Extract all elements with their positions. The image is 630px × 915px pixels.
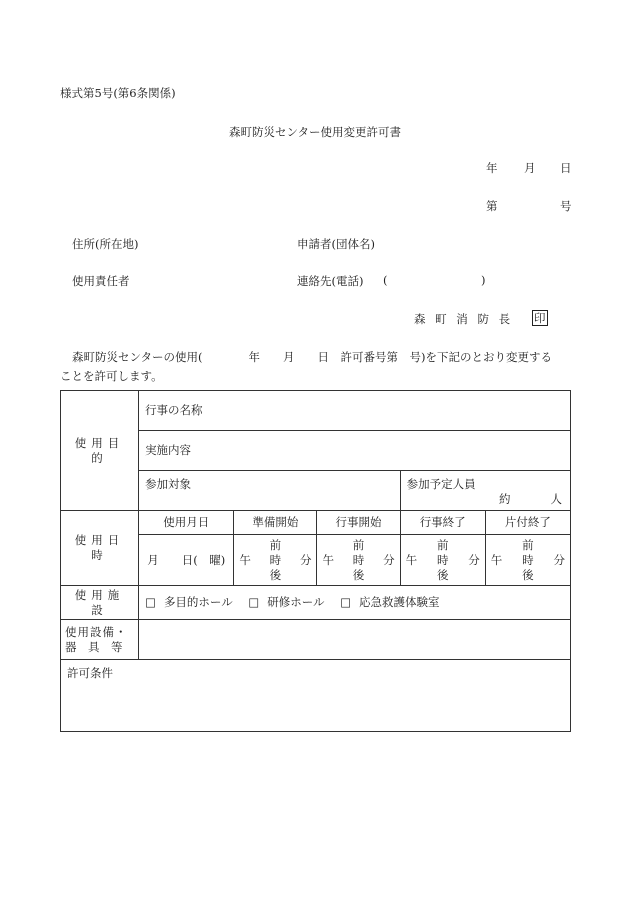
am-mark: 前: [436, 537, 449, 552]
contact-paren-close: ): [481, 273, 486, 287]
facility-3-checkbox[interactable]: □: [340, 595, 352, 609]
manager-label: 使用責任者: [72, 274, 130, 288]
facility-label: 使用施設: [74, 587, 125, 617]
equipment-label-cell: [61, 620, 139, 660]
am-mark: 前: [269, 537, 282, 552]
prep-start-time[interactable]: [234, 535, 317, 586]
time-row: [489, 553, 567, 568]
date-value-cell[interactable]: [139, 535, 234, 586]
date-day: 日: [560, 161, 572, 175]
equipment-label-line1: 使用設備・: [65, 624, 128, 639]
event-start-time[interactable]: [317, 535, 400, 586]
col-prep-start: 準備開始: [234, 511, 317, 535]
permit-table: [60, 390, 571, 732]
pm-mark: 後: [269, 567, 282, 582]
facility-label-cell: [61, 586, 139, 620]
facility-1-checkbox[interactable]: □: [145, 595, 156, 609]
body-text-line1: 森町防災センターの使用( 年 月 日 許可番号第 号)を下記のとおり変更する: [72, 350, 553, 364]
noon-mark: 午: [490, 552, 503, 567]
applicant-label: 申請者(団体名): [297, 237, 375, 251]
minute-mark: 分: [468, 552, 480, 567]
people-text: 人: [550, 492, 562, 506]
datetime-label-cell: [61, 511, 139, 586]
equipment-cell[interactable]: [139, 620, 571, 660]
event-name-label: 行事の名称: [145, 403, 203, 417]
equipment-label-line2: 器 具 等: [65, 639, 123, 654]
contact-paren-open: (: [383, 273, 388, 287]
contact-label: 連絡先(電話): [297, 274, 364, 288]
noon-mark: 午: [322, 552, 334, 567]
date-value: 月 日( 曜): [147, 552, 226, 567]
purpose-label-cell: [61, 391, 139, 511]
cleanup-end-time[interactable]: [485, 535, 570, 586]
minute-mark: 分: [299, 552, 312, 567]
expected-count-value: [407, 492, 564, 507]
pm-mark: 後: [352, 567, 365, 582]
expected-count-cell[interactable]: [400, 471, 570, 511]
minute-mark: 分: [383, 552, 395, 567]
event-name-cell[interactable]: [139, 391, 571, 431]
time-row: [404, 553, 482, 568]
body-text-line2: ことを許可します。: [60, 369, 163, 383]
noon-mark: 午: [405, 552, 418, 567]
number-go: 号: [560, 199, 572, 213]
approx-text: 約: [499, 492, 511, 506]
expected-count-label: 参加予定人員: [406, 477, 476, 491]
participants-label: 参加対象: [145, 477, 192, 491]
time-row: [320, 553, 396, 568]
col-event-start: 行事開始: [317, 511, 400, 535]
seal-text: 印: [534, 311, 546, 325]
pm-mark: 後: [522, 567, 534, 582]
noon-mark: 午: [239, 552, 251, 567]
col-event-end: 行事終了: [400, 511, 485, 535]
facility-1-label: 多目的ホール: [163, 595, 233, 609]
date-year: 年: [486, 161, 498, 175]
document-title: 森町防災センター使用変更許可書: [229, 125, 402, 139]
event-end-time[interactable]: [400, 535, 485, 586]
hour-mark: 時: [522, 552, 534, 567]
conditions-cell[interactable]: [61, 660, 571, 732]
details-cell[interactable]: [139, 431, 571, 471]
purpose-label: 使用目的: [74, 435, 125, 465]
col-date: 使用月日: [139, 511, 234, 535]
col-cleanup-end: 片付終了: [485, 511, 570, 535]
issuer-name: 森 町 消 防 長: [414, 312, 511, 326]
form-number: 様式第5号(第6条関係): [60, 86, 176, 100]
seal-mark: [532, 310, 548, 326]
am-mark: 前: [352, 537, 365, 552]
facility-3-label: 応急救護体験室: [359, 595, 440, 609]
address-label: 住所(所在地): [72, 237, 139, 251]
hour-mark: 時: [436, 552, 449, 567]
number-dai: 第: [486, 199, 498, 213]
facility-2-label: 研修ホール: [267, 595, 325, 609]
hour-mark: 時: [269, 552, 282, 567]
facility-2-checkbox[interactable]: □: [248, 595, 260, 609]
participants-cell[interactable]: [139, 471, 401, 511]
datetime-label: 使用日時: [74, 533, 125, 562]
conditions-label: 許可条件: [67, 666, 113, 680]
minute-mark: 分: [553, 552, 565, 567]
pm-mark: 後: [436, 567, 449, 582]
hour-mark: 時: [352, 552, 365, 567]
facility-options: [139, 586, 571, 620]
details-label: 実施内容: [145, 443, 192, 457]
time-row: [237, 553, 313, 568]
date-month: 月: [524, 161, 536, 175]
am-mark: 前: [522, 537, 534, 552]
